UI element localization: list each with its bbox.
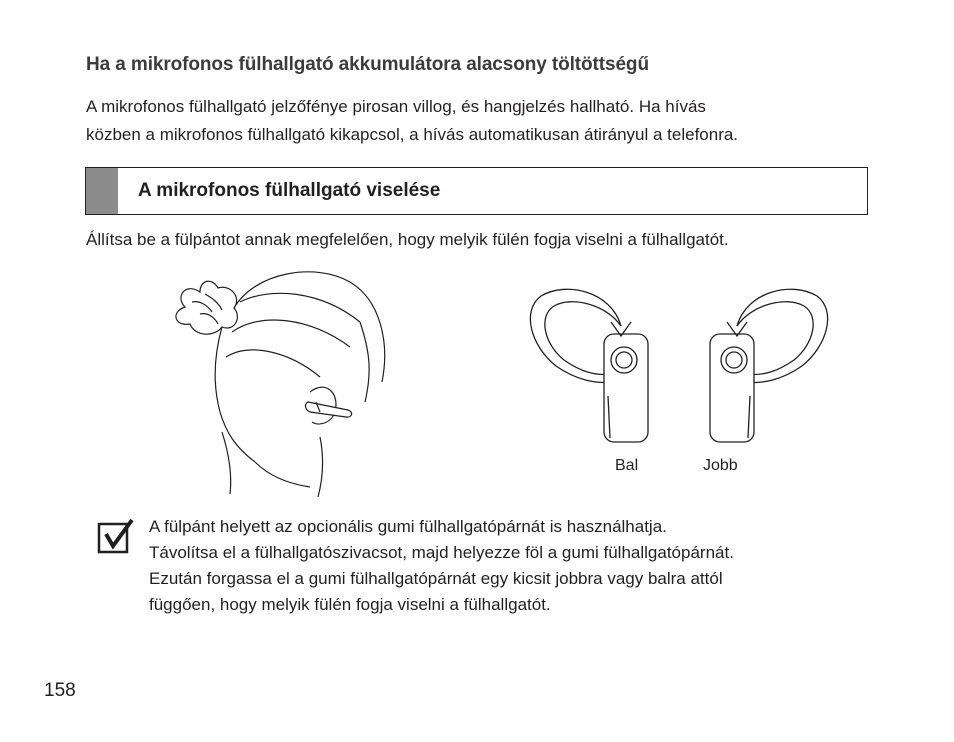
left-headset-body — [604, 334, 648, 442]
low-battery-paragraph — [86, 93, 886, 149]
page-number: 158 — [44, 680, 76, 701]
headset-left-right-illustration — [526, 276, 832, 452]
paragraph-line: A mikrofonos fülhallgató jelzőfénye pirosan villog, és hangjelzés hallható. Ha hívás — [86, 97, 706, 116]
note-text — [149, 514, 734, 618]
paragraph-line: közben a mikrofonos fülhallgató kikapcsol, a hívás automatikusan átirányul a telefonra. — [86, 125, 739, 144]
checkbox-check-icon — [96, 516, 136, 556]
note-line: Távolítsa el a fülhallgatószivacsot, majd helyezze föl a gumi fülhallgatópárnát. — [149, 543, 734, 562]
section-title: A mikrofonos fülhallgató viselése — [138, 180, 441, 201]
section-heading: Ha a mikrofonos fülhallgató akkumulátora alacsony töltöttségű — [86, 54, 649, 75]
caption-right: Jobb — [703, 457, 738, 474]
note-line: A fülpánt helyett az opcionális gumi fülhallgatópárnát is használhatja. — [149, 517, 667, 536]
caption-left: Bal — [615, 457, 639, 474]
section-marker — [86, 168, 118, 214]
head-with-headset-illustration — [160, 262, 400, 497]
section-title-box — [85, 167, 868, 215]
intro-text: Állítsa be a fülpántot annak megfelelően, hogy melyik fülén fogja viselni a fülhallgatót. — [86, 230, 729, 249]
right-headset-body — [710, 334, 754, 442]
note-line: Ezután forgassa el a gumi fülhallgatópárnát egy kicsit jobbra vagy balra attól — [149, 569, 723, 588]
note-line: függően, hogy melyik fülén fogja viselni a fülhallgatót. — [149, 595, 551, 614]
